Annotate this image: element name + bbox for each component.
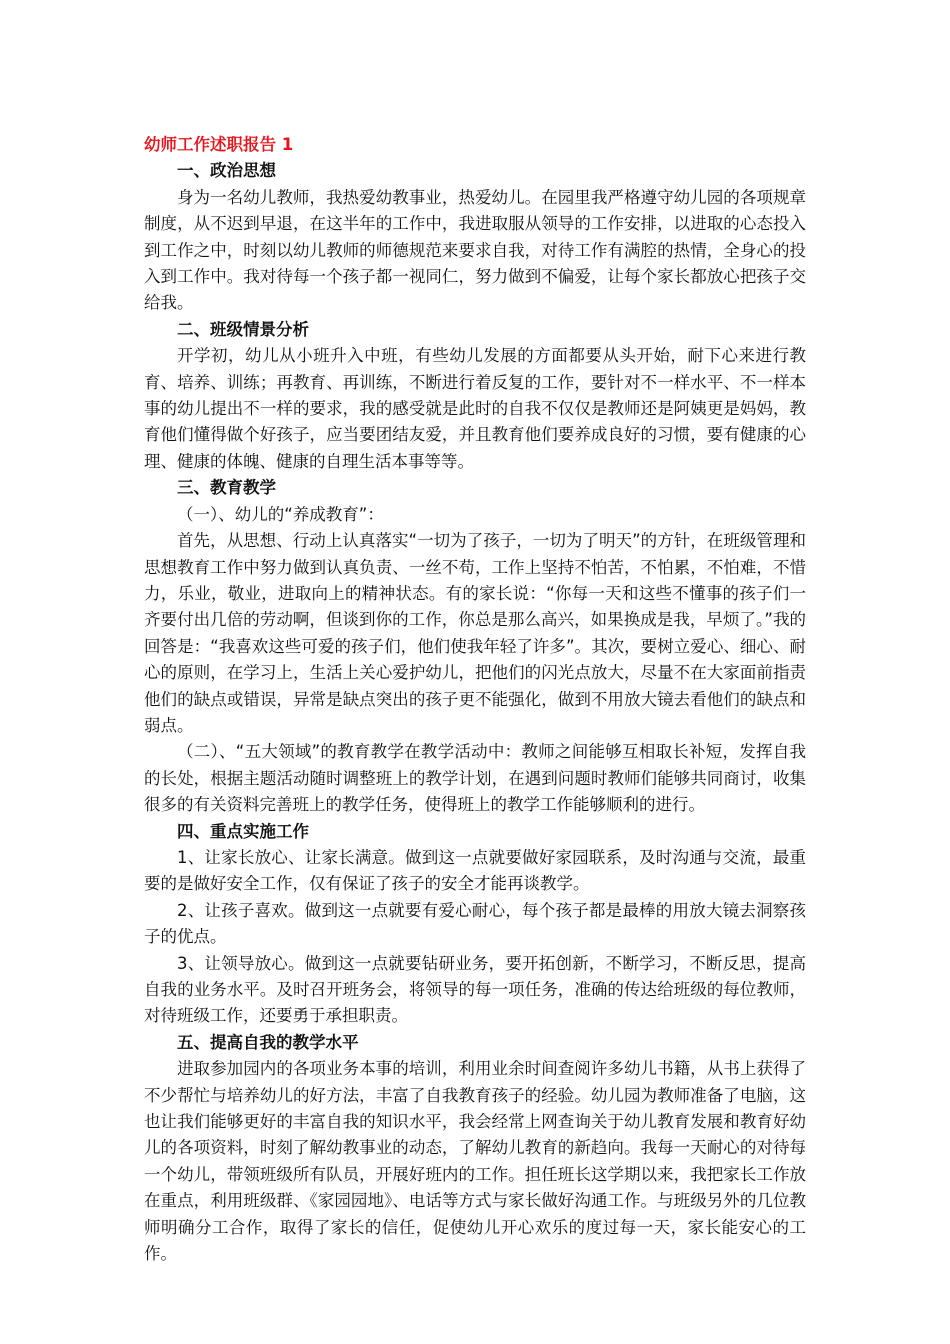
document-title: 幼师工作述职报告 1 [144, 135, 294, 154]
paragraph: （一）、幼儿的“养成教育”： [177, 504, 384, 524]
document-page [144, 132, 806, 1267]
paragraph: 1、让家长放心、让家长满意。做到这一点就要做好家园联系，及时沟通与交流，最重要的是做好安全工作，仅有保证了孩子的安全才能再谈教学。 [144, 847, 806, 894]
paragraph: 2、让孩子喜欢。做到这一点就要有爱心耐心，每个孩子都是最棒的用放大镜去洞察孩子的优点。 [144, 900, 806, 947]
paragraph: 开学初，幼儿从小班升入中班，有些幼儿发展的方面都要从头开始，耐下心来进行教育、培养、训练；再教育、再训练，不断进行着反复的工作，要针对不一样水平、不一样本事的幼儿提出不一样的要求，我的感受就是此时的自我不仅仅是教师还是阿姨更是妈妈，教育他们懂得做个好孩子，应当要团结友爱，并且教育他们要养成良好的习惯，要有健康的心理、健康的体魄、健康的自理生活本事等等。 [144, 346, 806, 471]
paragraph: 3、让领导放心。做到这一点就要钻研业务，要开拓创新，不断学习，不断反思，提高自我的业务水平。及时召开班务会，将领导的每一项任务，准确的传达给班级的每位教师，对待班级工作，还要勇于承担职责。 [144, 953, 806, 1026]
paragraph: 进取参加园内的各项业务本事的培训，利用业余时间查阅许多幼儿书籍，从书上获得了不少帮忙与培养幼儿的好方法，丰富了自我教育孩子的经验。幼儿园为教师准备了电脑，这也让我们能够更好的丰富自我的知识水平，我会经常上网查询关于幼儿教育发展和教育好幼儿的各项资料，时刻了解幼教事业的动态，了解幼儿教育的新趋向。我每一天耐心的对待每一个幼儿，带领班级所有队员，开展好班内的工作。担任班长这学期以来，我把家长工作放在重点，利用班级群、《家园园地》、电话等方式与家长做好沟通工作。与班级另外的几位教师明确分工合作，取得了家长的信任，促使幼儿开心欢乐的度过每一天，家长能安心的工作。 [144, 1059, 806, 1264]
paragraph: 首先，从思想、行动上认真落实“一切为了孩子，一切为了明天”的方针，在班级管理和思想教育工作中努力做到认真负责、一丝不苟，工作上坚持不怕苦，不怕累，不怕难，不惜力，乐业，敬业，进取向上的精神状态。有的家长说：“你每一天和这些不懂事的孩子们一齐要付出几倍的劳动啊，但谈到你的工作，你总是那么高兴，如果换成是我，早烦了。”我的回答是：“我喜欢这些可爱的孩子们，他们使我年轻了许多”。其次，要树立爱心、细心、耐心的原则，在学习上，生活上关心爱护幼儿，把他们的闪光点放大，尽量不在大家面前指责他们的缺点或错误，异常是缺点突出的孩子更不能强化，做到不用放大镜去看他们的缺点和弱点。 [144, 531, 806, 735]
section-heading: 一、政治思想 [177, 161, 276, 181]
section-teaching [144, 475, 806, 818]
section-heading: 四、重点实施工作 [177, 821, 309, 841]
section-key-work [144, 819, 806, 1030]
section-class-analysis [144, 317, 806, 475]
section-heading: 三、教育教学 [177, 478, 276, 498]
section-heading: 五、提高自我的教学水平 [177, 1032, 359, 1052]
paragraph: 身为一名幼儿教师，我热爱幼教事业，热爱幼儿。在园里我严格遵守幼儿园的各项规章制度，从不迟到早退，在这半年的工作中，我进取服从领导的工作安排，以进取的心态投入到工作之中，时刻以幼儿教师的师德规范来要求自我，对待工作有满腔的热情，全身心的投入到工作中。我对待每一个孩子都一视同仁，努力做到不偏爱，让每个家长都放心把孩子交给我。 [144, 187, 806, 313]
section-self-improvement [144, 1030, 806, 1268]
section-heading: 二、班级情景分析 [177, 319, 309, 339]
paragraph: （二）、“五大领域”的教育教学在教学活动中：教师之间能够互相取长补短，发挥自我的长处，根据主题活动随时调整班上的教学计划，在遇到问题时教师们能够共同商讨，收集很多的有关资料完善班上的教学任务，使得班上的教学工作能够顺利的进行。 [144, 742, 806, 815]
section-politics [144, 158, 806, 316]
